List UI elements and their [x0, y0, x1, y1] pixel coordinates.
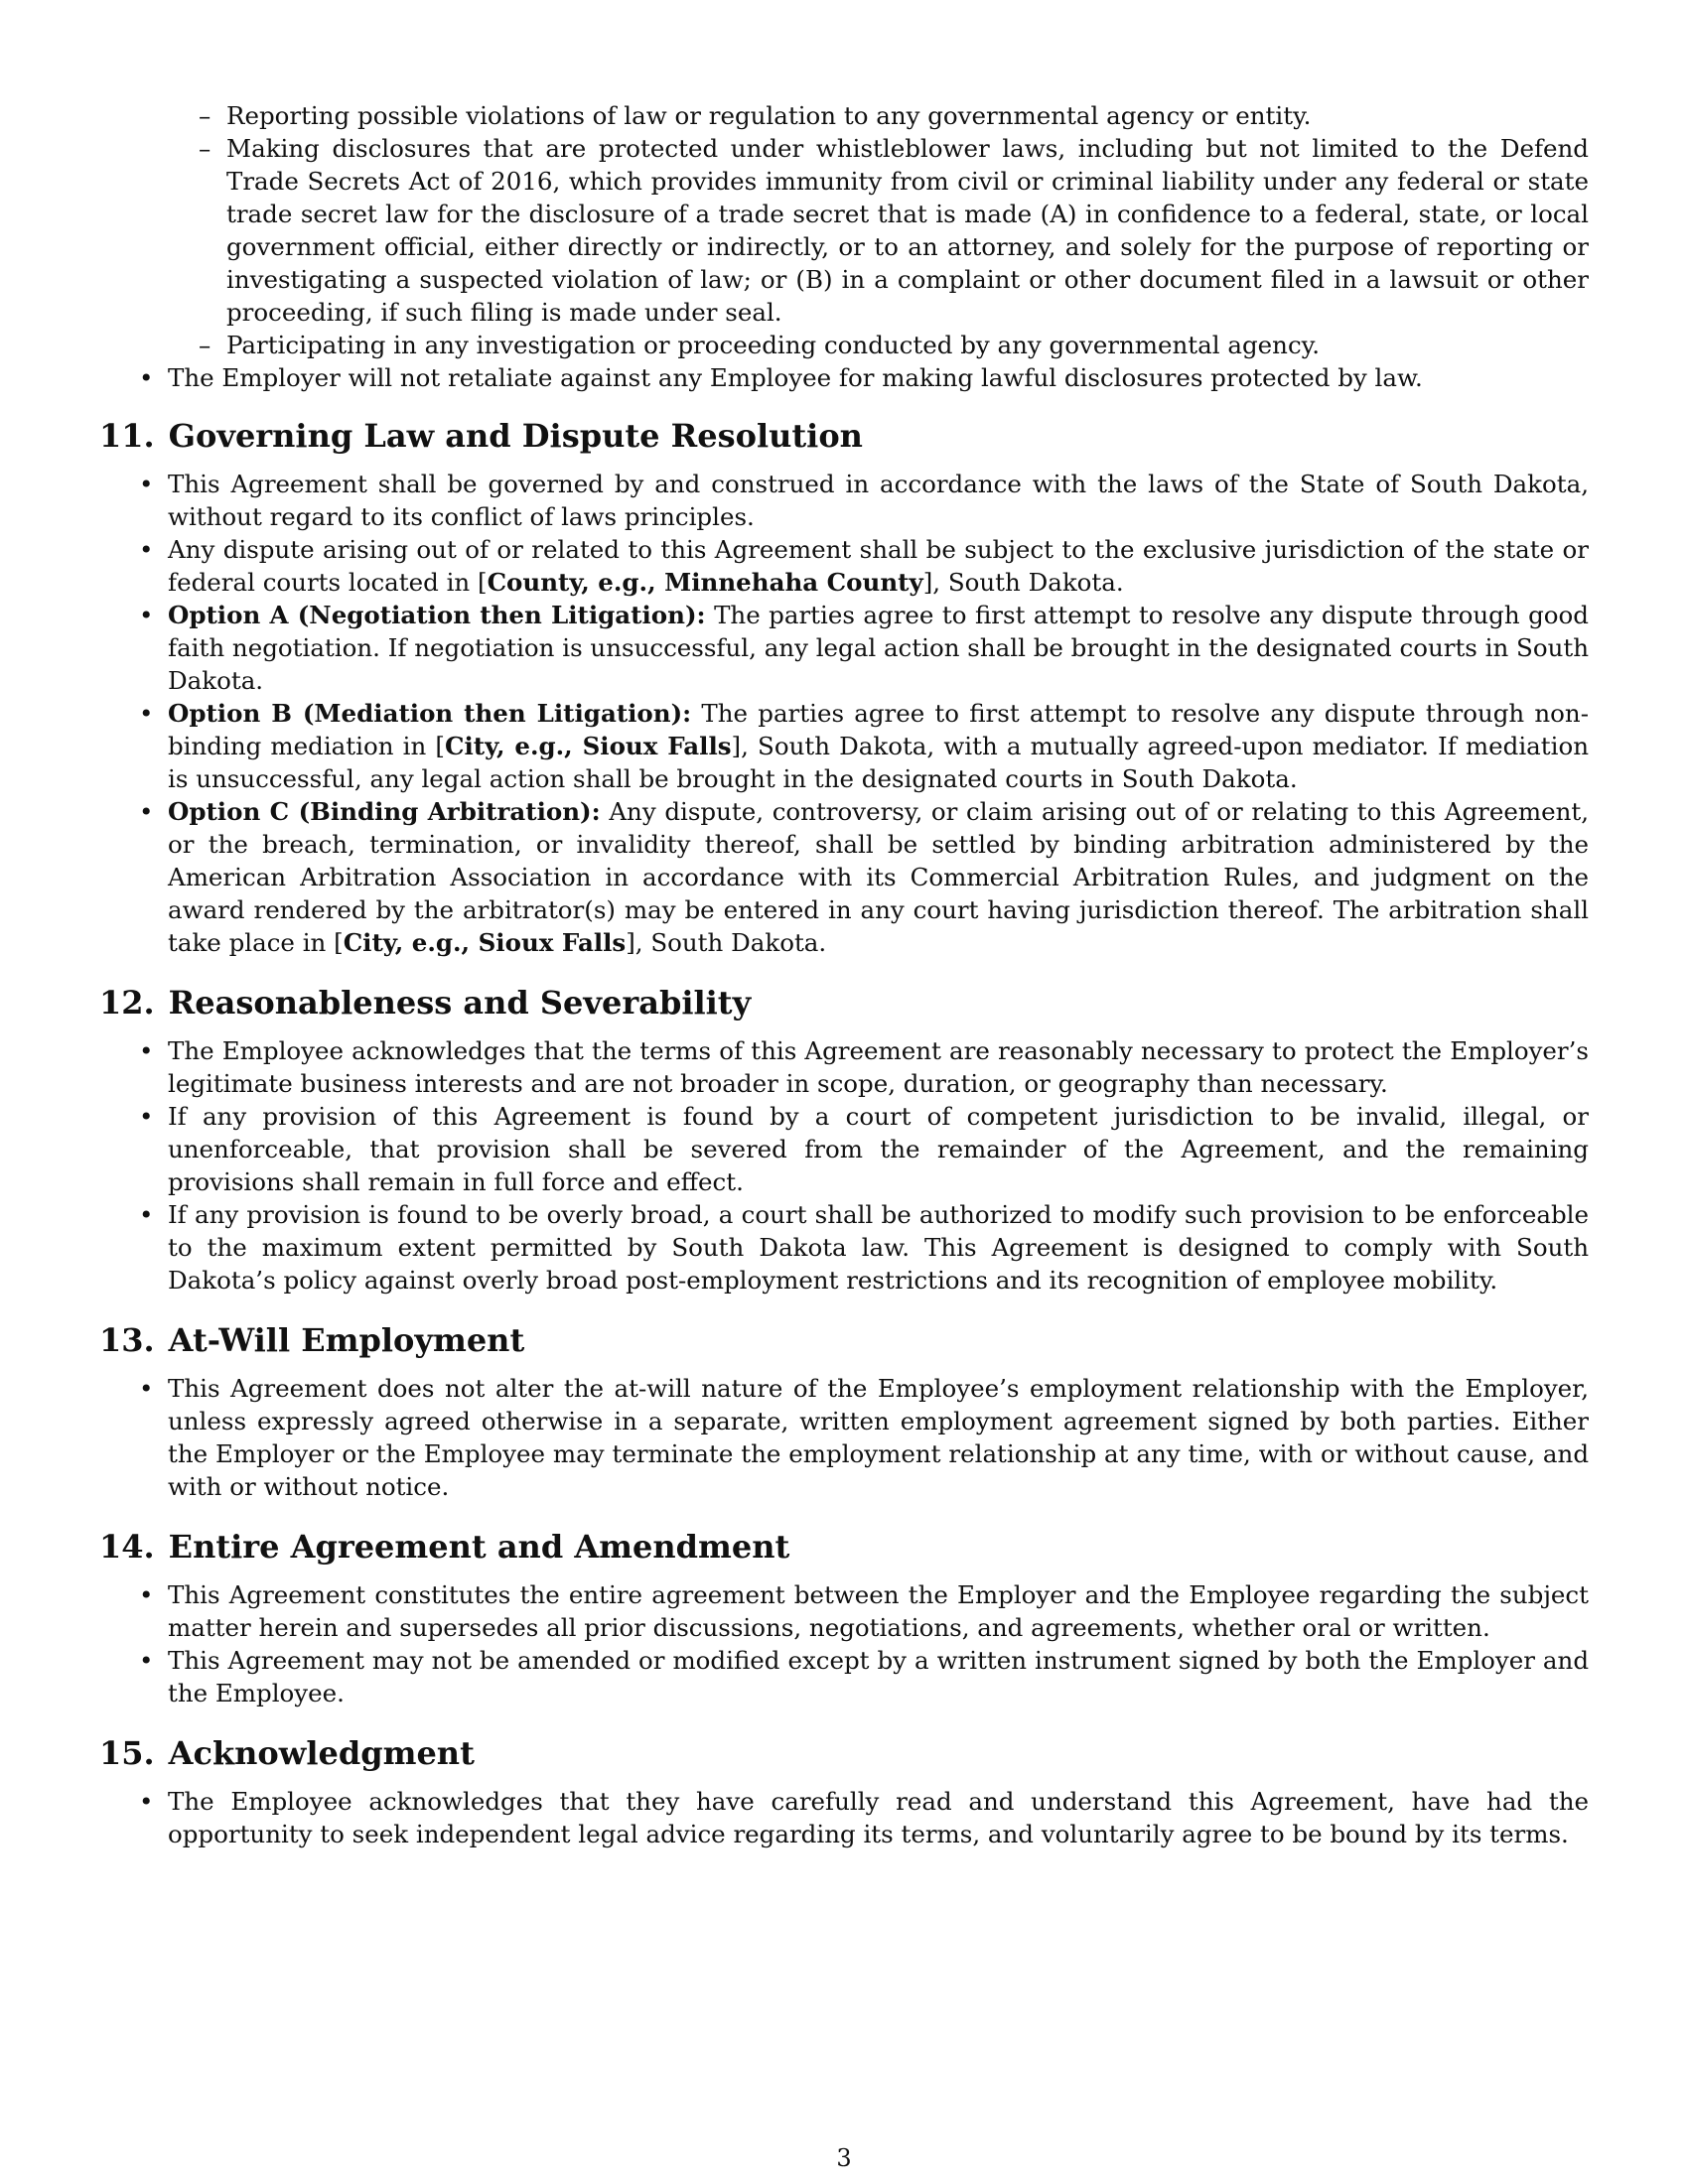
list-item: [99, 599, 1589, 697]
text-run: ], South Dakota.: [626, 928, 827, 957]
list-item: • This Agreement does not alter the at-will nature of the Employee’s employment relationship with the Employer, unless expressly agreed otherwise in a separate, written employment agreement signed by both parties. Either the Employer or the Employee may terminate the employment relationship at any time, with or without cause, and with or without notice.: [99, 1372, 1589, 1503]
section-number: 11.: [99, 417, 155, 455]
section-14-list: [99, 1578, 1589, 1709]
text-run: ], South Dakota, with a mutually agreed-upon mediator. If mediation is unsuccessful, any legal action shall be brought in the designated courts in South Dakota.: [168, 732, 1589, 793]
text-run: The parties agree to first attempt to resolve any dispute through non-binding mediation in [: [168, 699, 1589, 760]
list-item: • If any provision of this Agreement is found by a court of competent jurisdiction to be invalid, illegal, or unenforceable, that provision shall be severed from the remainder of the Agreement, and the remaining provisions shall remain in full force and effect.: [99, 1100, 1589, 1198]
section-title: Entire Agreement and Amendment: [168, 1528, 790, 1566]
section-heading: [99, 416, 1589, 456]
section-15: [99, 1733, 1589, 1850]
option-c-label: Option C (Binding Arbitration):: [168, 797, 601, 826]
text-run: ], South Dakota.: [922, 568, 1124, 597]
list-item: [99, 697, 1589, 795]
section-number: 15.: [99, 1734, 155, 1772]
list-item: • This Agreement may not be amended or modified except by a written instrument signed by both the Employer and the Employee.: [99, 1644, 1589, 1709]
text-run: Any dispute arising out of or related to this Agreement shall be subject to the exclusive jurisdiction of the state or federal courts located in [: [168, 535, 1589, 597]
section-title: At-Will Employment: [168, 1321, 525, 1359]
section-heading: [99, 983, 1589, 1023]
section-number: 14.: [99, 1528, 155, 1566]
section-14: [99, 1527, 1589, 1709]
text-run: Any dispute, controversy, or claim arising out of or relating to this Agreement, or the breach, termination, or invalidity thereof, shall be settled by binding arbitration administered by the American Arbitration Association in accordance with its Commercial Arbitration Rules, and judgment on the award rendered by the arbitrator(s) may be entered in any court having jurisdiction thereof. The arbitration shall take place in [: [168, 797, 1590, 957]
placeholder-city: City, e.g., Sioux Falls: [444, 732, 732, 760]
text-run: The parties agree to first attempt to resolve any dispute through good faith negotiation. If negotiation is unsuccessful, any legal action shall be brought in the designated courts in South Dakota.: [168, 601, 1589, 695]
section-12-list: [99, 1034, 1589, 1297]
list-item: – Reporting possible violations of law or regulation to any governmental agency or entity.: [226, 99, 1589, 132]
list-item: • If any provision is found to be overly broad, a court shall be authorized to modify such provision to be enforceable to the maximum extent permitted by South Dakota law. This Agreement is designed to comply with South Dakota’s policy against overly broad post-employment restrictions and its recognition of employee mobility.: [99, 1198, 1589, 1297]
section-11-list: [99, 468, 1589, 959]
section-number: 13.: [99, 1321, 155, 1359]
list-item: • The Employee acknowledges that they have carefully read and understand this Agreement, have had the opportunity to seek independent legal advice regarding its terms, and voluntarily agree to be bound by its terms.: [99, 1785, 1589, 1850]
non-retaliation-list: [99, 361, 1589, 394]
section-title: Acknowledgment: [168, 1734, 475, 1772]
section-title: Governing Law and Dispute Resolution: [168, 417, 863, 455]
list-item: [99, 533, 1589, 599]
disclosure-sublist: [226, 99, 1589, 361]
section-title: Reasonableness and Severability: [168, 984, 752, 1022]
section-heading: [99, 1320, 1589, 1360]
section-15-list: [99, 1785, 1589, 1850]
list-item: • The Employee acknowledges that the terms of this Agreement are reasonably necessary to protect the Employer’s legitimate business interests and are not broader in scope, duration, or geography than necessary.: [99, 1034, 1589, 1100]
section-13-list: [99, 1372, 1589, 1503]
section-heading: [99, 1733, 1589, 1773]
section-number: 12.: [99, 984, 155, 1022]
section-11: [99, 416, 1589, 959]
list-item: • The Employer will not retaliate against any Employee for making lawful disclosures protected by law.: [99, 361, 1589, 394]
list-item: • This Agreement constitutes the entire agreement between the Employer and the Employee regarding the subject matter herein and supersedes all prior discussions, negotiations, and agreements, whether oral or written.: [99, 1578, 1589, 1644]
section-13: [99, 1320, 1589, 1503]
option-b-label: Option B (Mediation then Litigation):: [168, 699, 692, 728]
list-item: – Participating in any investigation or proceeding conducted by any governmental agency.: [226, 329, 1589, 361]
list-item: [99, 795, 1589, 959]
placeholder-county: County, e.g., Minnehaha County: [487, 568, 923, 597]
option-a-label: Option A (Negotiation then Litigation):: [168, 601, 706, 629]
page-number: 3: [836, 2144, 852, 2172]
placeholder-city: City, e.g., Sioux Falls: [343, 928, 627, 957]
section-heading: [99, 1527, 1589, 1567]
list-item: • This Agreement shall be governed by and construed in accordance with the laws of the State of South Dakota, without regard to its conflict of laws principles.: [99, 468, 1589, 533]
list-item: – Making disclosures that are protected under whistleblower laws, including but not limited to the Defend Trade Secrets Act of 2016, which provides immunity from civil or criminal liability under any federal or state trade secret law for the disclosure of a trade secret that is made (A) in confidence to a federal, state, or local government official, either directly or indirectly, or to an attorney, and solely for the purpose of reporting or investigating a suspected violation of law; or (B) in a complaint or other document filed in a lawsuit or other proceeding, if such filing is made under seal.: [226, 132, 1589, 329]
section-12: [99, 983, 1589, 1297]
page-content: [99, 99, 1589, 1850]
